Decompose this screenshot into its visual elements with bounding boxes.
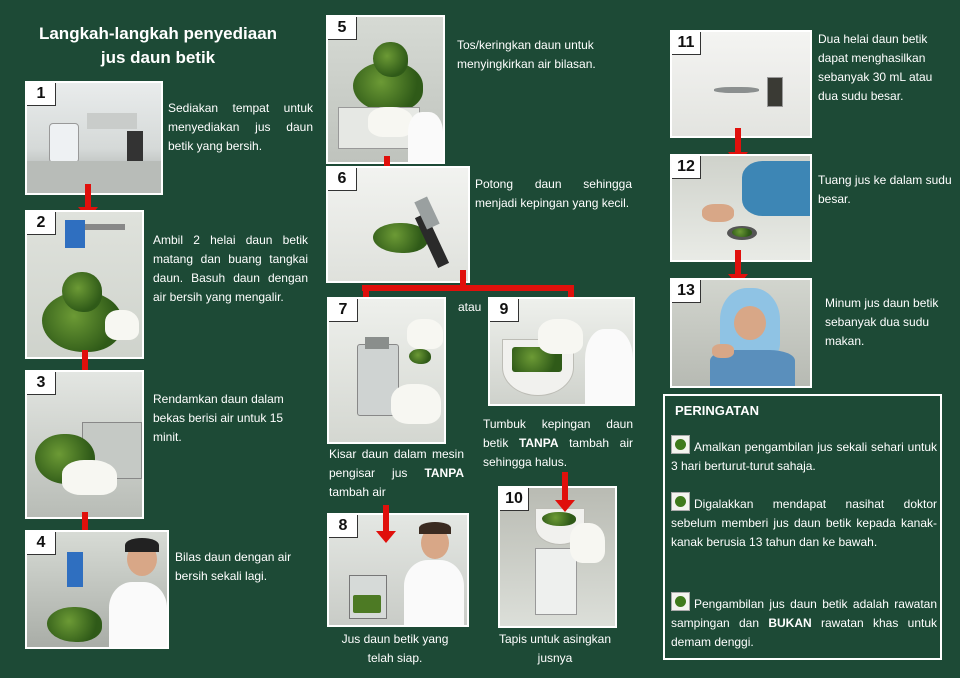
step-2-photo [25,210,144,359]
title-line-2: jus daun betik [100,48,216,67]
title-line-1: Langkah-langkah penyediaan [38,24,278,43]
warning-item-1 [671,435,937,476]
papaya-leaf-icon [671,592,690,611]
step-10-number: 10 [500,488,529,511]
papaya-leaf-icon [671,492,690,511]
page-title [22,22,294,70]
step-9-number: 9 [490,299,519,322]
step-11-text: Dua helai daun betik dapat menghasilkan sebanyak 30 mL atau dua sudu besar. [818,32,933,103]
step-1-photo [25,81,163,195]
atau-label: atau [458,300,482,314]
warning-item-3-text-a: Pengambilan jus daun betik adalah rawatan sampingan dan [671,597,937,630]
warning-item-3-bold: BUKAN [768,616,812,630]
step-7-text-bold: TANPA [424,466,464,480]
warning-item-3 [671,592,937,652]
step-6-number: 6 [328,168,357,191]
step-7-text-a: Kisar daun dalam mesin pengisar jus [329,447,464,480]
step-12-number: 12 [672,156,701,179]
warning-item-3-text-b: rawatan khas untuk demam denggi. [671,616,937,649]
step-5-text: Tos/keringkan daun untuk menyingkirkan air bilasan. [457,38,596,71]
warning-item-2-text: Digalakkan mendapat nasihat doktor sebelum memberi jus daun betik kepada kanak-kanak berusia 13 tahun dan ke bawah. [671,497,937,549]
papaya-leaf-icon [671,435,690,454]
step-12-photo [670,154,812,262]
step-3-number: 3 [27,372,56,395]
warning-title: PERINGATAN [675,403,760,418]
step-13-text: Minum jus daun betik sebanyak dua sudu makan. [825,296,939,348]
step-3-photo [25,370,144,519]
step-2-text: Ambil 2 helai daun betik matang dan buang tangkai daun. Basuh daun dengan air bersih yang mengalir. [153,233,308,304]
step-5-number: 5 [328,17,357,40]
step-5-photo [326,15,445,164]
step-7-number: 7 [329,299,358,322]
step-1-text: Sediakan tempat untuk menyediakan jus daun betik yang bersih. [168,101,313,153]
step-4-number: 4 [27,532,56,555]
step-2-number: 2 [27,212,56,235]
step-6-photo [326,166,470,283]
step-10-text: Tapis untuk asingkan jusnya [498,632,612,665]
step-4-text: Bilas daun dengan air bersih sekali lagi. [175,550,292,583]
step-8-number: 8 [329,515,358,538]
step-4-photo [25,530,169,649]
step-8-text: Jus daun betik yang telah siap. [341,632,449,665]
step-9-text-bold: TANPA [518,436,559,450]
step-12-text: Tuang jus ke dalam sudu besar. [818,173,952,206]
step-9-text-b: tambah air sehingga halus. [483,436,634,469]
warning-item-2 [671,492,937,552]
step-6-text: Potong daun sehingga menjadi kepingan yang kecil. [475,177,632,210]
step-13-number: 13 [672,280,701,303]
step-11-number: 11 [672,32,701,55]
step-1-number: 1 [27,83,56,106]
step-7-text-b: tambah air [329,485,386,499]
step-9-text [483,415,633,472]
branch-connector-horizontal [362,285,574,291]
warning-item-1-text: Amalkan pengambilan jus sekali sehari untuk 3 hari berturut-turut sahaja. [671,440,937,473]
step-13-photo [670,278,812,388]
step-7-text [329,445,464,502]
step-8-photo [327,513,469,627]
step-3-text: Rendamkan daun dalam bekas berisi air untuk 15 minit. [153,392,284,444]
step-7-photo [327,297,446,444]
step-9-text-a: Tumbuk kepingan daun betik [483,417,633,450]
step-9-photo [488,297,635,406]
arrow-9-10 [555,472,575,512]
warning-box [663,394,942,660]
step-11-photo [670,30,812,138]
arrow-7-8 [376,505,396,543]
